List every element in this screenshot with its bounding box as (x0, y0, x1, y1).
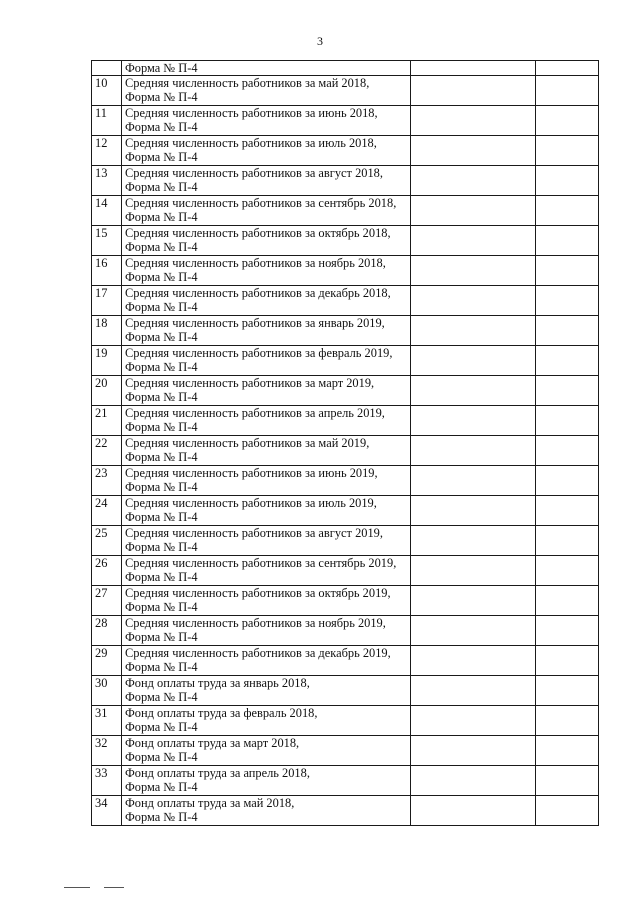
form-label: Форма № П-4 (125, 90, 198, 104)
form-label: Форма № П-4 (125, 270, 198, 284)
footer-mark (64, 887, 90, 888)
form-label: Форма № П-4 (125, 150, 198, 164)
table-row (92, 316, 599, 346)
note-cell (536, 616, 599, 646)
indicator-name: Средняя численность работников за август 2019, (125, 526, 383, 540)
indicator-name: Средняя численность работников за февраль 2019, (125, 346, 393, 360)
note-cell (536, 346, 599, 376)
indicator-name: Средняя численность работников за октябрь 2018, (125, 226, 391, 240)
row-number: 23 (92, 466, 122, 496)
value-cell (411, 76, 536, 106)
form-label: Форма № П-4 (125, 61, 198, 75)
indicator-name: Средняя численность работников за июнь 2019, (125, 466, 378, 480)
table-row (92, 166, 599, 196)
footer-mark (104, 887, 124, 888)
value-cell (411, 406, 536, 436)
note-cell (536, 676, 599, 706)
table-row (92, 256, 599, 286)
table-row (92, 106, 599, 136)
table-row (92, 76, 599, 106)
form-label: Форма № П-4 (125, 600, 198, 614)
value-cell (411, 766, 536, 796)
indicator-name: Фонд оплаты труда за январь 2018, (125, 676, 310, 690)
note-cell (536, 316, 599, 346)
row-number: 15 (92, 226, 122, 256)
table-row (92, 706, 599, 736)
indicator-name: Средняя численность работников за сентябрь 2018, (125, 196, 397, 210)
note-cell (536, 736, 599, 766)
form-label: Форма № П-4 (125, 540, 198, 554)
row-number: 17 (92, 286, 122, 316)
form-label: Форма № П-4 (125, 390, 198, 404)
name-cell (122, 616, 411, 646)
value-cell (411, 256, 536, 286)
value-cell (411, 61, 536, 76)
form-label: Форма № П-4 (125, 570, 198, 584)
indicator-name: Средняя численность работников за ноябрь 2018, (125, 256, 386, 270)
form-label: Форма № П-4 (125, 780, 198, 794)
table-row (92, 436, 599, 466)
table-row (92, 376, 599, 406)
table-row (92, 526, 599, 556)
name-cell (122, 376, 411, 406)
table-row (92, 226, 599, 256)
table-row (92, 286, 599, 316)
note-cell (536, 256, 599, 286)
table-row-continuation (92, 61, 599, 76)
table-row (92, 556, 599, 586)
indicator-name: Средняя численность работников за сентябрь 2019, (125, 556, 397, 570)
table-row (92, 676, 599, 706)
row-number: 28 (92, 616, 122, 646)
table-body (92, 61, 599, 826)
name-cell (122, 286, 411, 316)
value-cell (411, 526, 536, 556)
note-cell (536, 766, 599, 796)
row-number: 18 (92, 316, 122, 346)
note-cell (536, 796, 599, 826)
form-label: Форма № П-4 (125, 480, 198, 494)
name-cell (122, 526, 411, 556)
form-label: Форма № П-4 (125, 750, 198, 764)
note-cell (536, 166, 599, 196)
value-cell (411, 556, 536, 586)
row-number: 32 (92, 736, 122, 766)
note-cell (536, 76, 599, 106)
note-cell (536, 196, 599, 226)
name-cell (122, 346, 411, 376)
name-cell (122, 796, 411, 826)
note-cell (536, 646, 599, 676)
indicator-name: Средняя численность работников за декабрь 2018, (125, 286, 391, 300)
row-number: 29 (92, 646, 122, 676)
note-cell (536, 586, 599, 616)
name-cell (122, 406, 411, 436)
indicator-name: Средняя численность работников за апрель 2019, (125, 406, 385, 420)
row-number: 19 (92, 346, 122, 376)
value-cell (411, 196, 536, 226)
row-number: 25 (92, 526, 122, 556)
form-label: Форма № П-4 (125, 120, 198, 134)
table-row (92, 196, 599, 226)
indicator-name: Средняя численность работников за май 2019, (125, 436, 370, 450)
row-number: 31 (92, 706, 122, 736)
value-cell (411, 226, 536, 256)
note-cell (536, 436, 599, 466)
name-cell (122, 226, 411, 256)
form-label: Форма № П-4 (125, 660, 198, 674)
form-label: Форма № П-4 (125, 300, 198, 314)
note-cell (536, 706, 599, 736)
name-cell (122, 106, 411, 136)
form-label: Форма № П-4 (125, 720, 198, 734)
table-row (92, 736, 599, 766)
value-cell (411, 436, 536, 466)
form-label: Форма № П-4 (125, 810, 198, 824)
indicator-name: Фонд оплаты труда за февраль 2018, (125, 706, 318, 720)
name-cell (122, 676, 411, 706)
name-cell (122, 586, 411, 616)
form-label: Форма № П-4 (125, 690, 198, 704)
table-row (92, 346, 599, 376)
note-cell (536, 406, 599, 436)
table-row (92, 586, 599, 616)
name-cell (122, 436, 411, 466)
value-cell (411, 676, 536, 706)
row-number: 12 (92, 136, 122, 166)
value-cell (411, 316, 536, 346)
value-cell (411, 706, 536, 736)
table-row (92, 496, 599, 526)
name-cell (122, 61, 411, 76)
number-cell (92, 61, 122, 76)
value-cell (411, 586, 536, 616)
row-number: 27 (92, 586, 122, 616)
note-cell (536, 61, 599, 76)
value-cell (411, 286, 536, 316)
row-number: 26 (92, 556, 122, 586)
document-table (91, 60, 599, 826)
indicator-name: Фонд оплаты труда за май 2018, (125, 796, 295, 810)
name-cell (122, 76, 411, 106)
row-number: 14 (92, 196, 122, 226)
name-cell (122, 196, 411, 226)
row-number: 20 (92, 376, 122, 406)
note-cell (536, 496, 599, 526)
table-row (92, 466, 599, 496)
name-cell (122, 166, 411, 196)
indicator-name: Средняя численность работников за март 2019, (125, 376, 375, 390)
name-cell (122, 136, 411, 166)
value-cell (411, 496, 536, 526)
form-label: Форма № П-4 (125, 360, 198, 374)
table-row (92, 616, 599, 646)
form-label: Форма № П-4 (125, 180, 198, 194)
table-row (92, 406, 599, 436)
form-label: Форма № П-4 (125, 330, 198, 344)
row-number: 21 (92, 406, 122, 436)
row-number: 22 (92, 436, 122, 466)
value-cell (411, 616, 536, 646)
note-cell (536, 556, 599, 586)
form-label: Форма № П-4 (125, 510, 198, 524)
row-number: 13 (92, 166, 122, 196)
indicator-name: Средняя численность работников за ноябрь 2019, (125, 616, 386, 630)
value-cell (411, 646, 536, 676)
value-cell (411, 466, 536, 496)
table-row (92, 136, 599, 166)
name-cell (122, 766, 411, 796)
indicator-name: Средняя численность работников за июль 2018, (125, 136, 377, 150)
note-cell (536, 286, 599, 316)
name-cell (122, 256, 411, 286)
value-cell (411, 376, 536, 406)
indicator-name: Средняя численность работников за июль 2019, (125, 496, 377, 510)
value-cell (411, 106, 536, 136)
note-cell (536, 106, 599, 136)
indicator-name: Фонд оплаты труда за март 2018, (125, 736, 300, 750)
note-cell (536, 226, 599, 256)
indicator-name: Средняя численность работников за октябрь 2019, (125, 586, 391, 600)
value-cell (411, 796, 536, 826)
form-label: Форма № П-4 (125, 210, 198, 224)
form-label: Форма № П-4 (125, 630, 198, 644)
name-cell (122, 706, 411, 736)
indicator-name: Средняя численность работников за август 2018, (125, 166, 383, 180)
row-number: 24 (92, 496, 122, 526)
note-cell (536, 466, 599, 496)
name-cell (122, 316, 411, 346)
name-cell (122, 466, 411, 496)
form-label: Форма № П-4 (125, 240, 198, 254)
note-cell (536, 526, 599, 556)
row-number: 30 (92, 676, 122, 706)
name-cell (122, 556, 411, 586)
indicator-name: Средняя численность работников за январь 2019, (125, 316, 385, 330)
form-label: Форма № П-4 (125, 450, 198, 464)
value-cell (411, 736, 536, 766)
name-cell (122, 646, 411, 676)
table-row (92, 646, 599, 676)
table-row (92, 766, 599, 796)
row-number: 33 (92, 766, 122, 796)
name-cell (122, 496, 411, 526)
name-cell (122, 736, 411, 766)
table-row (92, 796, 599, 826)
value-cell (411, 166, 536, 196)
row-number: 10 (92, 76, 122, 106)
indicator-name: Фонд оплаты труда за апрель 2018, (125, 766, 310, 780)
row-number: 34 (92, 796, 122, 826)
note-cell (536, 136, 599, 166)
page-number: 3 (317, 34, 323, 48)
indicator-name: Средняя численность работников за май 2018, (125, 76, 370, 90)
note-cell (536, 376, 599, 406)
indicator-name: Средняя численность работников за декабрь 2019, (125, 646, 391, 660)
indicator-name: Средняя численность работников за июнь 2018, (125, 106, 378, 120)
row-number: 11 (92, 106, 122, 136)
form-label: Форма № П-4 (125, 420, 198, 434)
value-cell (411, 346, 536, 376)
row-number: 16 (92, 256, 122, 286)
value-cell (411, 136, 536, 166)
